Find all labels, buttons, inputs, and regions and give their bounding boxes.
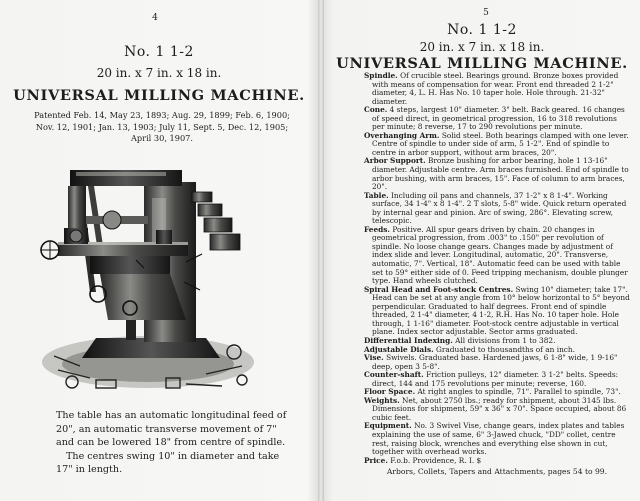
spec-term: Differential Indexing.	[364, 335, 453, 345]
specifications-list	[364, 72, 630, 477]
spec-term: Table.	[364, 190, 389, 200]
spec-term: Spiral Head and Foot-stock Centres.	[364, 284, 514, 294]
model-number: No. 1 1-2	[447, 22, 517, 38]
spec-text: Graduated to thousandths of an inch.	[433, 344, 575, 354]
spec-text: Bronze bushing for arbor bearing, hole 1 13-16" diameter. Adjustable centre. Arm braces furnished. End of spindle to arbor bushing, with arm braces, 15". Face of column to arm braces, 20".	[372, 156, 629, 192]
spec-term: Feeds.	[364, 224, 390, 234]
spec-entry	[364, 132, 630, 158]
spec-entry	[364, 397, 630, 423]
caption-paragraph: The table has an automatic longitudinal feed of 20", an automatic transverse movement of 7" and can be lowered 18" from centre of spindle.	[56, 410, 287, 449]
spec-term: Counter-shaft.	[364, 370, 424, 380]
spec-term: Equipment.	[364, 421, 412, 431]
spec-entry	[364, 226, 630, 286]
spec-term: Price.	[364, 455, 388, 465]
illustration-caption	[56, 409, 288, 477]
spec-entry	[364, 371, 630, 388]
spec-text: Positive. All spur gears driven by chain. 20 changes in geometrical progression, from .003" to .150" per revolution of spindle. No loose change gears. Changes made by adjustment of index slide and lever. Longitudinal, automatic, 20". Transverse, automatic, 7". Vertical, 18". Automatic feed can be used with table set to 59° either side of 0. Feed tripping mechanism, double plunger type. Hand wheels clutched.	[372, 224, 628, 286]
spec-text: Swing 10" diameter; take 17". Head can be set at any angle from 10° below horizontal to 5° beyond perpendicular. Graduated to half degrees. Front end of spindle threaded, 2 1-4" diameter, 4 1-2, R.H. Has No. 10 taper hole. Hole through, 1 1-16" diameter. Foot-stock centre adjustable in vertical plane. Index sector adjustable. Sector arms graduated.	[372, 284, 630, 337]
page-number: 4	[152, 13, 158, 23]
spec-term: Overhanging Arm.	[364, 130, 440, 140]
model-number: No. 1 1-2	[124, 44, 194, 60]
spec-term: Adjustable Dials.	[364, 344, 434, 354]
machine-title: UNIVERSAL MILLING MACHINE.	[336, 56, 628, 72]
spec-entry	[364, 72, 630, 106]
caption-paragraph: The centres swing 10" in diameter and take 17" in length.	[56, 450, 280, 476]
spec-entry	[364, 457, 630, 466]
spec-entry	[364, 354, 630, 371]
spec-term: Floor Space.	[364, 387, 416, 397]
spec-term: Arbor Support.	[364, 156, 426, 166]
spec-term: Vise.	[364, 353, 384, 363]
spec-term: Cone.	[364, 105, 388, 115]
spec-term: Spindle.	[364, 71, 398, 80]
spec-text: Friction pulleys, 12" diameter. 3 1-2" belts. Speeds: direct, 144 and 175 revolutions per minute; reverse, 160.	[372, 370, 619, 388]
milling-machine-illustration	[36, 142, 268, 400]
spec-entry	[364, 157, 630, 191]
spec-text: At right angles to spindle, 71". Parallel to spindle, 73".	[415, 387, 621, 397]
left-page	[0, 0, 318, 501]
spec-text: F.o.b. Providence, R. I. $	[387, 455, 482, 465]
spec-text: 4 steps, largest 10" diameter. 3" belt. Back geared. 16 changes of speed direct, in geometrical progression, 16 to 318 revolutions per minute; 8 reverse, 17 to 290 revolutions per minute.	[372, 105, 625, 132]
patent-dates: Patented Feb. 14, May 23, 1893; Aug. 29, 1899; Feb. 6, 1900; Nov. 12, 1901; Jan. 13, 1903; July 11, Sept. 5, Dec. 12, 1905; April 30, 1907.	[34, 110, 290, 143]
right-page	[324, 0, 640, 501]
machine-title: UNIVERSAL MILLING MACHINE.	[13, 88, 305, 104]
spec-text: No. 3 Swivel Vise, change gears, index plates and tables explaining the use of same, 6" 3-Jawed chuck, "DD" collet, centre rest, raising block, wrenches and everything else shown in cut, together with overhead works.	[372, 421, 625, 457]
spec-text: Including oil pans and channels, 37 1-2" x 8 1-4". Working surface, 34 1-4" x 8 1-4". 2 T slots, 5-8" wide. Quick return operated by internal gear and pinion. Arc of swing, 286°. Elevating screw, telescopic.	[372, 190, 627, 226]
spec-entry	[364, 422, 630, 456]
machine-size: 20 in. x 7 in. x 18 in.	[419, 40, 545, 54]
spec-entry	[364, 192, 630, 226]
attachments-reference: Arbors, Collets, Tapers and Attachments, pages 54 to 99.	[386, 467, 608, 477]
page-number: 5	[483, 8, 489, 18]
spec-text: All divisions from 1 to 382.	[452, 335, 556, 345]
spec-text: Of crucible steel. Bearings ground. Bronze boxes provided with means of compensation for wear. Front end threaded 2 1-2" diameter, 4, L. H. Has No. 10 taper hole. Hole through. 21-32" diameter.	[372, 71, 619, 106]
spec-entry	[364, 106, 630, 132]
spec-text: Swivels. Graduated base. Hardened jaws, 6 1-8" wide, 1 9-16" deep, open 3 5-8".	[372, 353, 618, 371]
spec-entry	[364, 286, 630, 337]
spec-text: Solid steel. Both bearings clamped with one lever. Centre of spindle to under side of arm, 5 1-2". End of spindle to centre in arbor support, without arm braces, 20".	[372, 130, 629, 157]
spec-text: Net, about 2750 lbs.; ready for shipment, about 3145 lbs. Dimensions for shipment, 59" x 36" x 70". Space occupied, about 86 cubic feet.	[372, 395, 627, 422]
spec-term: Weights.	[364, 395, 400, 405]
machine-size: 20 in. x 7 in. x 18 in.	[96, 66, 222, 80]
